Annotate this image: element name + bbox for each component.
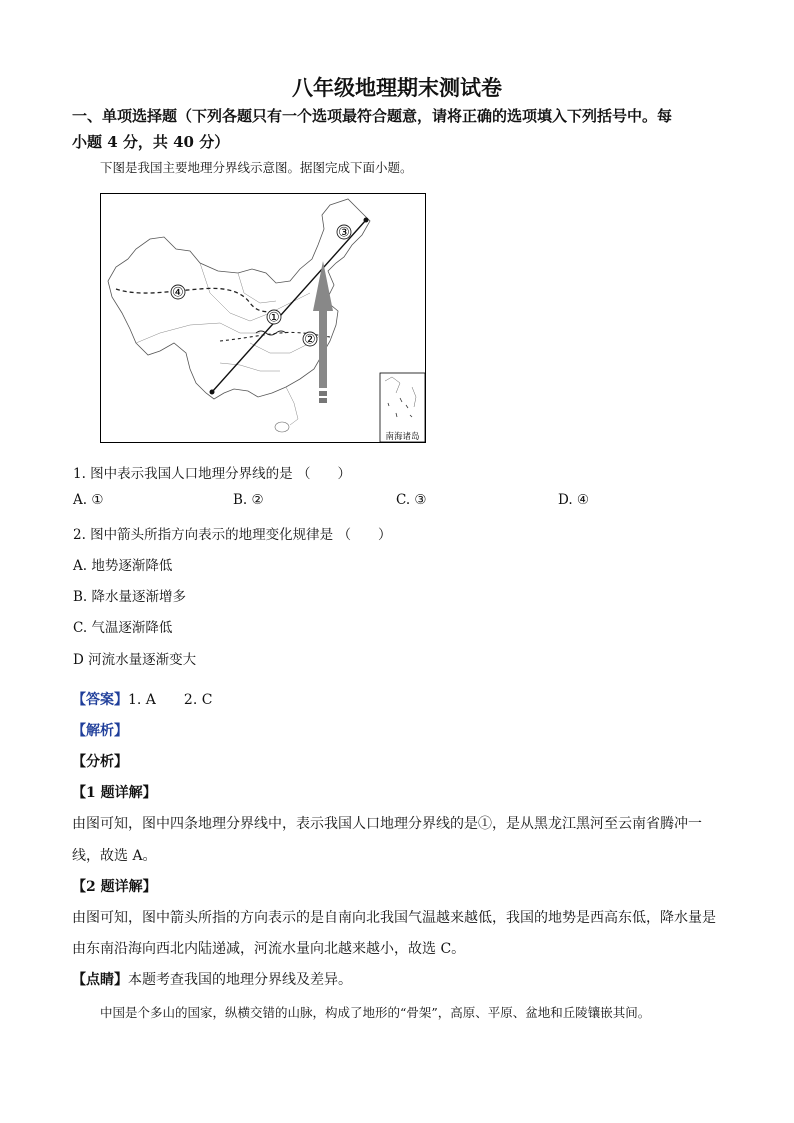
svg-text:②: ② (304, 332, 316, 348)
answer-text: 1. A 2. C (128, 692, 213, 708)
marker-2 (303, 332, 317, 348)
south-china-sea-inset (380, 373, 425, 442)
reading-passage: 中国是个多山的国家，纵横交错的山脉，构成了地形的“骨架”，高原、平原、盆地和丘陵镶嵌其间。 (100, 1005, 651, 1020)
comment-line (72, 969, 352, 989)
question-1-stem: 1. 图中表示我国人口地理分界线的是 （ ） (73, 466, 351, 482)
answer-line (72, 689, 212, 709)
q1-option-d: D. ④ (558, 492, 590, 508)
page-title: 八年级地理期末测试卷 (292, 75, 502, 100)
q1-option-b: B. ② (233, 492, 264, 508)
fenxi-label: 【分析】 (72, 754, 128, 770)
q1-option-c: C. ③ (396, 492, 427, 508)
q1-option-a: A. ① (73, 492, 104, 508)
detail-2-line2: 由东南沿海向西北内陆递减，河流水量向北越来越小，故选 C。 (72, 941, 466, 957)
q2-option-b: B. 降水量逐渐增多 (73, 589, 187, 605)
detail-1-line1: 由图可知，图中四条地理分界线中，表示我国人口地理分界线的是①，是从黑龙江黑河至云南省腾冲一 (72, 816, 702, 832)
q2-option-c: C. 气温逐渐降低 (73, 620, 173, 636)
map-intro: 下图是我国主要地理分界线示意图。据图完成下面小题。 (100, 160, 413, 175)
analysis-label: 【解析】 (72, 723, 128, 739)
detail-1-line2: 线，故选 A。 (72, 848, 157, 864)
inset-label: 南海诸岛 (385, 432, 420, 442)
svg-text:④: ④ (172, 285, 184, 301)
q2-option-a: A. 地势逐渐降低 (73, 558, 173, 574)
svg-text:③: ③ (338, 225, 350, 241)
detail-2-label: 【2 题详解】 (72, 879, 157, 895)
marker-1 (267, 310, 281, 326)
detail-2-line1: 由图可知，图中箭头所指的方向表示的是自南向北我国气温越来越低，我国的地势是西高东低，降水量是 (72, 910, 716, 926)
china-boundaries-map (100, 193, 426, 443)
detail-1-label: 【1 题详解】 (72, 785, 157, 801)
comment-label: 【点睛】 (72, 972, 128, 988)
section-heading-line2: 小题 4 分，共 40 分） (72, 133, 230, 151)
section-heading (72, 103, 732, 155)
svg-text:①: ① (268, 310, 280, 326)
marker-4 (171, 285, 185, 301)
q2-option-d: D 河流水量逐渐变大 (73, 652, 197, 668)
marker-3 (337, 225, 351, 241)
comment-text: 本题考查我国的地理分界线及差异。 (128, 972, 352, 988)
question-2-stem: 2. 图中箭头所指方向表示的地理变化规律是 （ ） (73, 527, 392, 543)
answer-label: 【答案】 (72, 692, 128, 708)
section-heading-line1: 一、单项选择题（下列各题只有一个选项最符合题意，请将正确的选项填入下列括号中。每 (72, 107, 673, 125)
